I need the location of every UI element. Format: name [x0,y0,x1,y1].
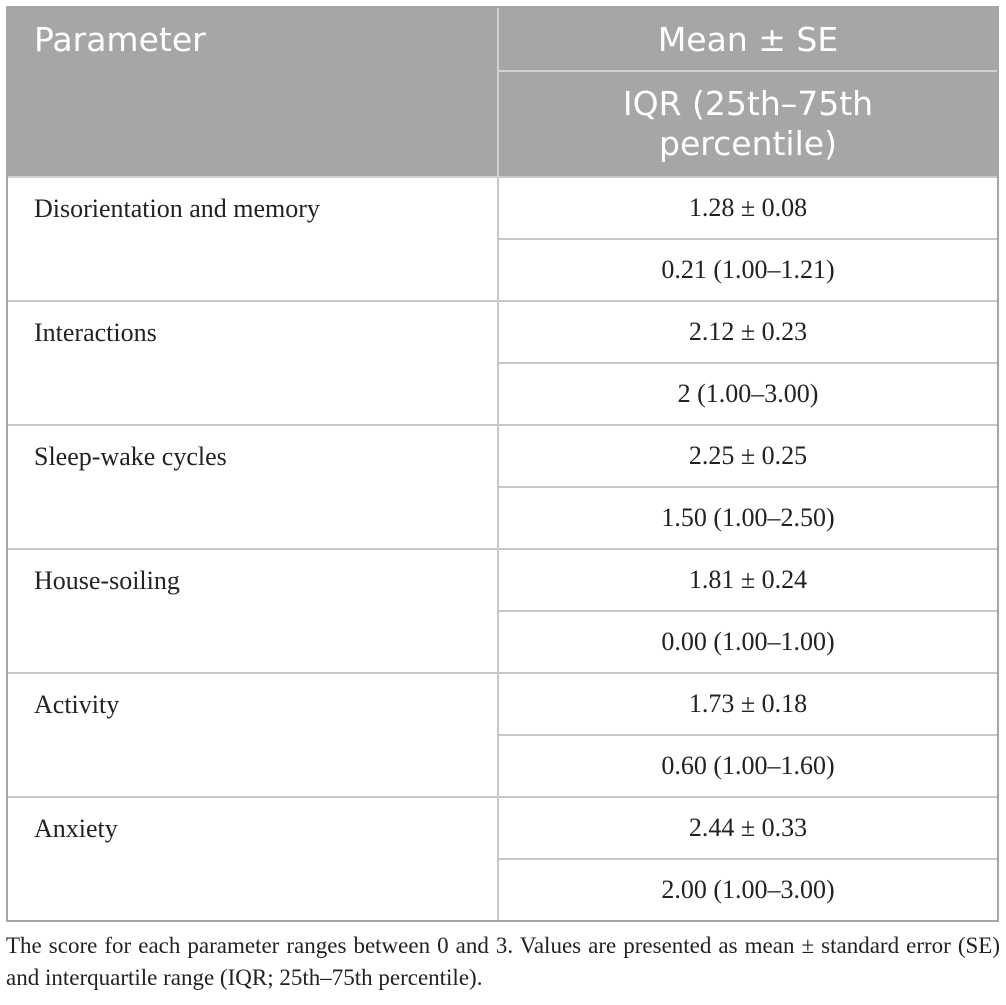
iqr-cell: 0.21 (1.00–1.21) [498,239,997,301]
header-iqr [498,71,997,177]
table-row [8,549,997,611]
iqr-cell: 1.50 (1.00–2.50) [498,487,997,549]
mean-se-cell: 2.12 ± 0.23 [498,301,997,363]
mean-se-cell: 2.44 ± 0.33 [498,797,997,859]
header-row [8,8,997,71]
table-row [8,301,997,363]
parameter-cell: Sleep-wake cycles [8,425,498,549]
iqr-cell: 0.00 (1.00–1.00) [498,611,997,673]
table-row [8,797,997,859]
table-row [8,673,997,735]
mean-se-cell: 2.25 ± 0.25 [498,425,997,487]
mean-se-cell: 1.81 ± 0.24 [498,549,997,611]
parameter-cell: Disorientation and memory [8,177,498,301]
header-iqr-text: IQR (25th–75th percentile) [622,84,874,163]
data-table [8,8,997,920]
table-row [8,425,997,487]
table-footnote: The score for each parameter ranges between 0 and 3. Values are presented as mean ± standard error (SE) and interquartile range (IQR; 25th–75th percentile). [6,933,1000,990]
table-body [8,177,997,920]
parameter-cell: Activity [8,673,498,797]
iqr-cell: 2 (1.00–3.00) [498,363,997,425]
header-mean-se: Mean ± SE [498,8,997,71]
parameter-cell: Interactions [8,301,498,425]
mean-se-cell: 1.28 ± 0.08 [498,177,997,239]
parameter-cell: Anxiety [8,797,498,920]
parameter-cell: House-soiling [8,549,498,673]
iqr-cell: 0.60 (1.00–1.60) [498,735,997,797]
mean-se-cell: 1.73 ± 0.18 [498,673,997,735]
iqr-cell: 2.00 (1.00–3.00) [498,859,997,920]
data-table-container [6,6,999,922]
table-row [8,177,997,239]
header-parameter: Parameter [8,8,498,177]
